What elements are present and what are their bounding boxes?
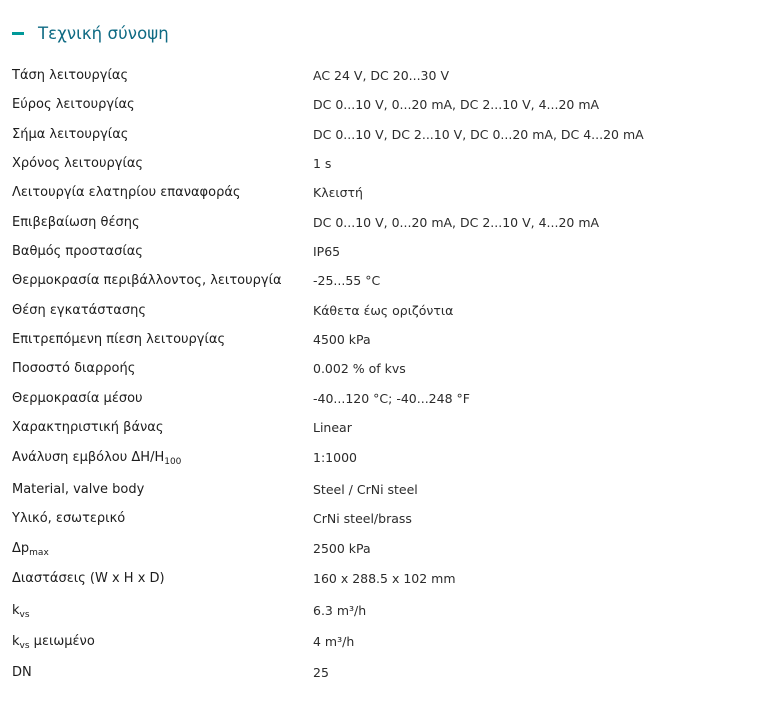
spec-row [12,182,752,204]
spec-row [12,568,752,590]
spec-label-subscript: 100 [164,457,182,467]
spec-value: AC 24 V, DC 20...30 V [313,68,449,83]
spec-row [12,631,752,653]
spec-row [12,388,752,410]
spec-label [12,538,49,560]
spec-row [12,479,752,501]
spec-label [12,65,128,87]
spec-label-text: Λειτουργία ελατηρίου επαναφοράς [12,185,241,200]
spec-value: DC 0...10 V, 0...20 mA, DC 2...10 V, 4...20 mA [313,97,600,112]
spec-label-text: Ανάλυση εμβόλου ΔΗ/Η [12,450,165,465]
spec-label-text: Επιτρεπόμενη πίεση λειτουργίας [12,332,226,347]
spec-value: -25...55 °C [313,273,381,288]
spec-label [12,270,282,292]
spec-label-text: Σήμα λειτουργίας [12,127,129,142]
spec-label [12,329,225,351]
spec-value: Steel / CrNi steel [313,482,418,497]
spec-value: 25 [313,665,329,680]
spec-label [12,631,95,653]
spec-label [12,300,146,322]
spec-label [12,479,144,501]
spec-row [12,65,752,87]
spec-label-text: k [12,603,20,618]
spec-row [12,270,752,292]
spec-row [12,538,752,560]
spec-value: 4500 kPa [313,332,371,347]
spec-label-subscript: max [29,548,49,558]
spec-label-text: Διαστάσεις (W x H x D) [12,571,165,586]
spec-row [12,447,752,469]
spec-label-subscript: vs [19,610,30,620]
spec-value: IP65 [313,244,341,259]
spec-row [12,300,752,322]
spec-label [12,447,181,469]
spec-label-text: Χαρακτηριστική βάνας [12,420,164,435]
spec-value: CrNi steel/brass [313,511,412,526]
spec-label-text: Material, valve body [12,482,145,497]
spec-value: DC 0...10 V, DC 2...10 V, DC 0...20 mA, DC 4...20 mA [313,127,644,142]
spec-label [12,662,32,684]
spec-value: 1 s [313,156,332,171]
spec-label-text: Θερμοκρασία περιβάλλοντος, λειτουργία [12,273,282,288]
spec-row [12,662,752,684]
spec-row [12,329,752,351]
spec-label-text: Επιβεβαίωση θέσης [12,215,140,230]
spec-label [12,212,140,234]
spec-label [12,153,143,175]
spec-row [12,94,752,116]
spec-row [12,212,752,234]
section-title: Τεχνική σύνοψη [38,23,169,43]
spec-label-text: Ποσοστό διαρροής [12,361,136,376]
spec-label-text: Υλικό, εσωτερικό [12,511,126,526]
spec-label [12,182,241,204]
spec-row [12,417,752,439]
spec-value: DC 0...10 V, 0...20 mA, DC 2...10 V, 4...20 mA [313,215,600,230]
spec-label-text: DN [12,665,32,680]
spec-value: 160 x 288.5 x 102 mm [313,571,456,586]
spec-label-subscript: vs [19,641,30,651]
spec-label [12,94,135,116]
spec-value: 6.3 m³/h [313,603,367,618]
section-header[interactable] [12,21,169,45]
spec-row [12,124,752,146]
spec-row [12,153,752,175]
spec-label [12,358,135,380]
spec-value: 2500 kPa [313,541,371,556]
spec-label [12,568,165,590]
spec-label-text: Θέση εγκατάστασης [12,303,146,318]
spec-value: 1:1000 [313,450,357,465]
spec-value: Linear [313,420,352,435]
spec-value: Κάθετα έως οριζόντια [313,303,454,318]
spec-label [12,241,143,263]
spec-value: -40...120 °C; -40...248 °F [313,391,470,406]
spec-label-text: Χρόνος λειτουργίας [12,156,144,171]
spec-label [12,508,125,530]
spec-label-text: Βαθμός προστασίας [12,244,143,259]
spec-label-text: Θερμοκρασία μέσου [12,391,143,406]
spec-row [12,241,752,263]
spec-label-suffix: μειωμένο [29,634,95,649]
spec-label [12,417,164,439]
spec-label-text: Τάση λειτουργίας [12,68,129,83]
spec-label-text: k [12,634,20,649]
spec-value: Κλειστή [313,185,363,200]
spec-label-text: Δp [12,541,30,556]
spec-label-text: Εύρος λειτουργίας [12,97,135,112]
spec-value: 4 m³/h [313,634,355,649]
minus-icon[interactable] [12,32,24,35]
spec-label [12,124,128,146]
spec-row [12,508,752,530]
spec-label [12,388,143,410]
spec-value: 0.002 % of kvs [313,361,406,376]
spec-row [12,600,752,622]
spec-label [12,600,30,622]
spec-row [12,358,752,380]
